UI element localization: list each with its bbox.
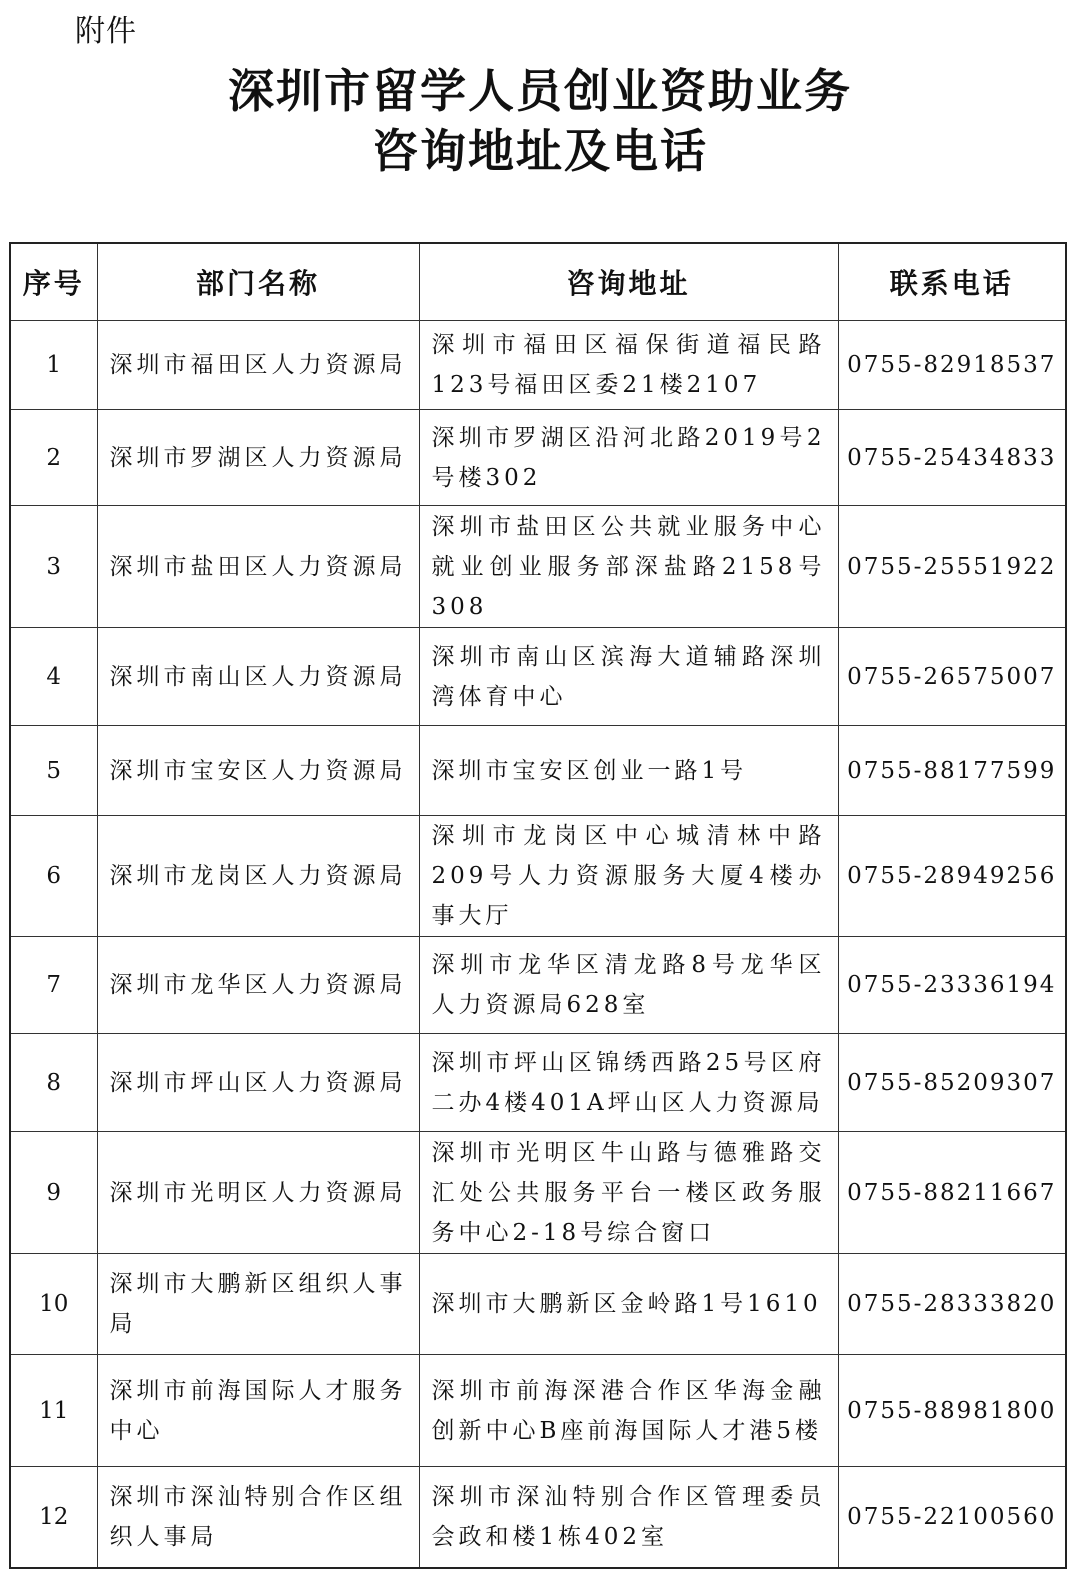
row-phone: 0755-22100560: [838, 1467, 1066, 1568]
row-address: 深圳市前海深港合作区华海金融创新中心B座前海国际人才港5楼: [419, 1355, 838, 1467]
table-row: [10, 1034, 1066, 1132]
row-address: 深圳市深汕特别合作区管理委员会政和楼1栋402室: [419, 1467, 838, 1568]
row-phone: 0755-82918537: [838, 321, 1066, 410]
row-department: 深圳市盐田区人力资源局: [97, 506, 419, 628]
row-phone: 0755-25434833: [838, 410, 1066, 506]
row-address: 深圳市大鹏新区金岭路1号1610: [419, 1254, 838, 1355]
row-department: 深圳市罗湖区人力资源局: [97, 410, 419, 506]
row-department: 深圳市龙华区人力资源局: [97, 937, 419, 1034]
table-row: [10, 410, 1066, 506]
table-row: [10, 816, 1066, 937]
document-title-line-1: 深圳市留学人员创业资助业务: [228, 64, 852, 118]
table-row: [10, 628, 1066, 726]
row-serial: 7: [10, 937, 97, 1034]
row-address: 深圳市南山区滨海大道辅路深圳湾体育中心: [419, 628, 838, 726]
row-phone: 0755-28333820: [838, 1254, 1066, 1355]
row-serial: 1: [10, 321, 97, 410]
row-phone: 0755-28949256: [838, 816, 1066, 937]
row-serial: 3: [10, 506, 97, 628]
contact-table: [9, 242, 1067, 1569]
row-phone: 0755-25551922: [838, 506, 1066, 628]
row-phone: 0755-85209307: [838, 1034, 1066, 1132]
row-serial: 11: [10, 1355, 97, 1467]
row-department: 深圳市前海国际人才服务中心: [97, 1355, 419, 1467]
row-phone: 0755-23336194: [838, 937, 1066, 1034]
column-header-address: 咨询地址: [419, 243, 838, 321]
table-row: [10, 937, 1066, 1034]
row-serial: 2: [10, 410, 97, 506]
row-department: 深圳市福田区人力资源局: [97, 321, 419, 410]
table-row: [10, 1355, 1066, 1467]
table-row: [10, 506, 1066, 628]
row-department: 深圳市坪山区人力资源局: [97, 1034, 419, 1132]
row-serial: 12: [10, 1467, 97, 1568]
column-header-phone: 联系电话: [838, 243, 1066, 321]
row-phone: 0755-88211667: [838, 1132, 1066, 1254]
row-serial: 4: [10, 628, 97, 726]
row-serial: 8: [10, 1034, 97, 1132]
table-row: [10, 726, 1066, 816]
table-row: [10, 1254, 1066, 1355]
row-address: 深圳市福田区福保街道福民路123号福田区委21楼2107: [419, 321, 838, 410]
row-phone: 0755-88981800: [838, 1355, 1066, 1467]
column-header-department: 部门名称: [97, 243, 419, 321]
row-serial: 10: [10, 1254, 97, 1355]
row-address: 深圳市坪山区锦绣西路25号区府二办4楼401A坪山区人力资源局: [419, 1034, 838, 1132]
row-department: 深圳市龙岗区人力资源局: [97, 816, 419, 937]
row-address: 深圳市龙岗区中心城清林中路209号人力资源服务大厦4楼办事大厅: [419, 816, 838, 937]
row-department: 深圳市深汕特别合作区组织人事局: [97, 1467, 419, 1568]
row-address: 深圳市龙华区清龙路8号龙华区人力资源局628室: [419, 937, 838, 1034]
row-department: 深圳市南山区人力资源局: [97, 628, 419, 726]
table-header-row: [10, 243, 1066, 321]
column-header-serial: 序号: [10, 243, 97, 321]
row-serial: 6: [10, 816, 97, 937]
row-address: 深圳市宝安区创业一路1号: [419, 726, 838, 816]
row-phone: 0755-88177599: [838, 726, 1066, 816]
row-phone: 0755-26575007: [838, 628, 1066, 726]
row-address: 深圳市罗湖区沿河北路2019号2号楼302: [419, 410, 838, 506]
table-row: [10, 1467, 1066, 1568]
row-serial: 9: [10, 1132, 97, 1254]
row-department: 深圳市宝安区人力资源局: [97, 726, 419, 816]
table-row: [10, 1132, 1066, 1254]
table-row: [10, 321, 1066, 410]
row-department: 深圳市光明区人力资源局: [97, 1132, 419, 1254]
row-department: 深圳市大鹏新区组织人事局: [97, 1254, 419, 1355]
row-address: 深圳市盐田区公共就业服务中心就业创业服务部深盐路2158号308: [419, 506, 838, 628]
row-address: 深圳市光明区牛山路与德雅路交汇处公共服务平台一楼区政务服务中心2-18号综合窗口: [419, 1132, 838, 1254]
row-serial: 5: [10, 726, 97, 816]
attachment-label: 附件: [75, 14, 137, 49]
document-title-line-2: 咨询地址及电话: [372, 124, 708, 178]
